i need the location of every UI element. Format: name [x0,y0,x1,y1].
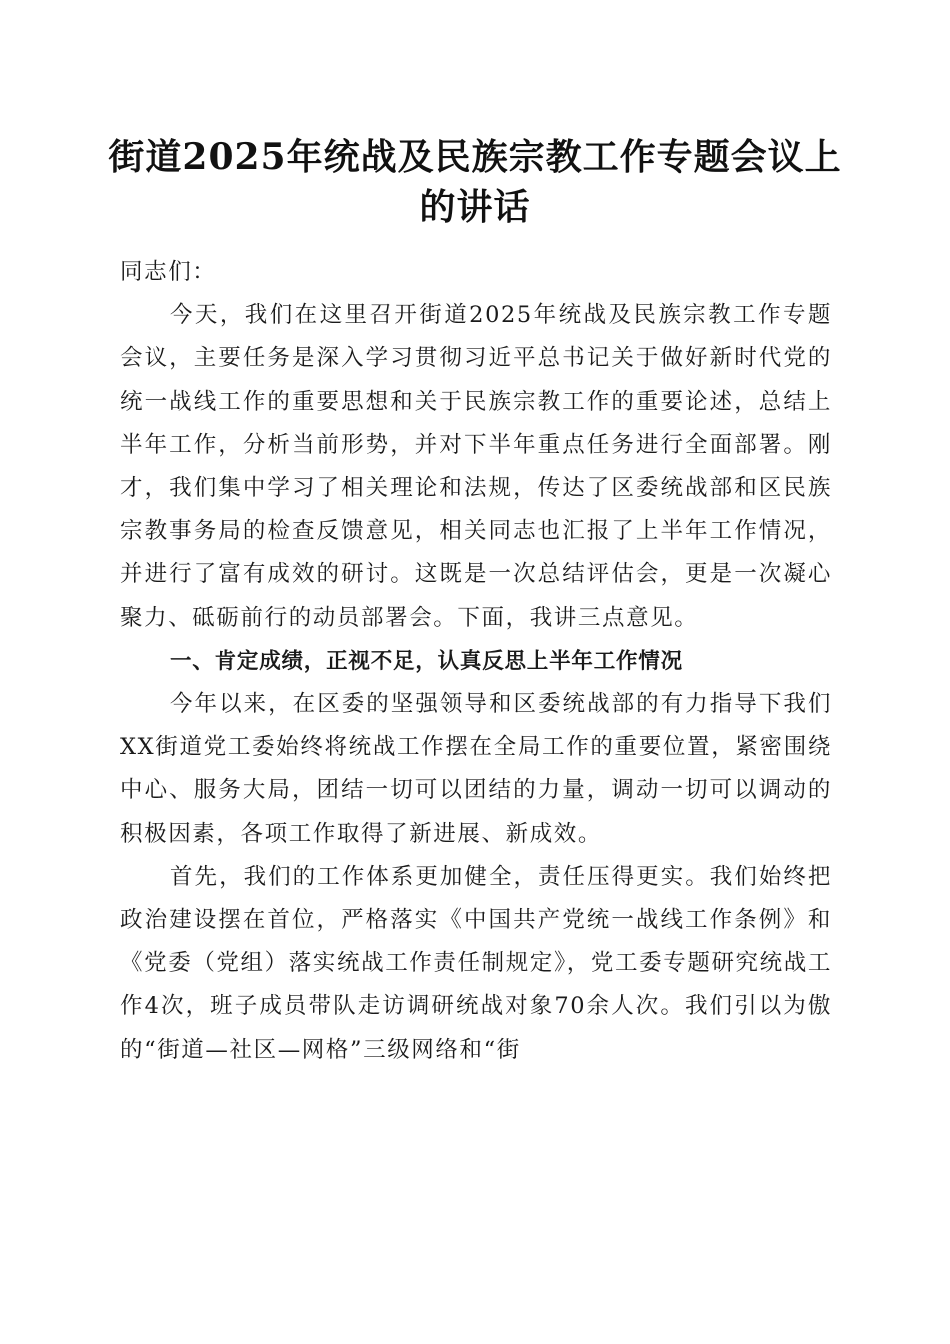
document-title: 街道2025年统战及民族宗教工作专题会议上的讲话 [108,136,842,228]
paragraph-intro: 今天，我们在这里召开街道2025年统战及民族宗教工作专题会议，主要任务是深入学习贯彻习近平总书记关于做好新时代党的统一战线工作的重要思想和关于民族宗教工作的重要论述，总结上半年工作，分析当前形势，并对下半年重点任务进行全面部署。刚才，我们集中学习了相关理论和法规，传达了区委统战部和区民族宗教事务局的检查反馈意见，相关同志也汇报了上半年工作情况，并进行了富有成效的研讨。这既是一次总结评估会，更是一次凝心聚力、砥砺前行的动员部署会。下面，我讲三点意见。 [120,302,832,631]
paragraph-work-system: 首先，我们的工作体系更加健全，责任压得更实。我们始终把政治建设摆在首位，严格落实《中国共产党统一战线工作条例》和《党委（党组）落实统战工作责任制规定》，党工委专题研究统战工作4次，班子成员带队走访调研统战对象70余人次。我们引以为傲的“街道—社区—网格”三级网络和“街 [120,863,832,1063]
salutation: 同志们： [120,259,217,285]
document-body [120,251,832,1072]
section-heading-1: 一、肯定成绩，正视不足，认真反思上半年工作情况 [170,648,683,674]
paragraph-achievements: 今年以来，在区委的坚强领导和区委统战部的有力指导下我们XX街道党工委始终将统战工作摆在全局工作的重要位置，紧密围绕中心、服务大局，团结一切可以团结的力量，调动一切可以调动的积极因素，各项工作取得了新进展、新成效。 [120,691,832,847]
